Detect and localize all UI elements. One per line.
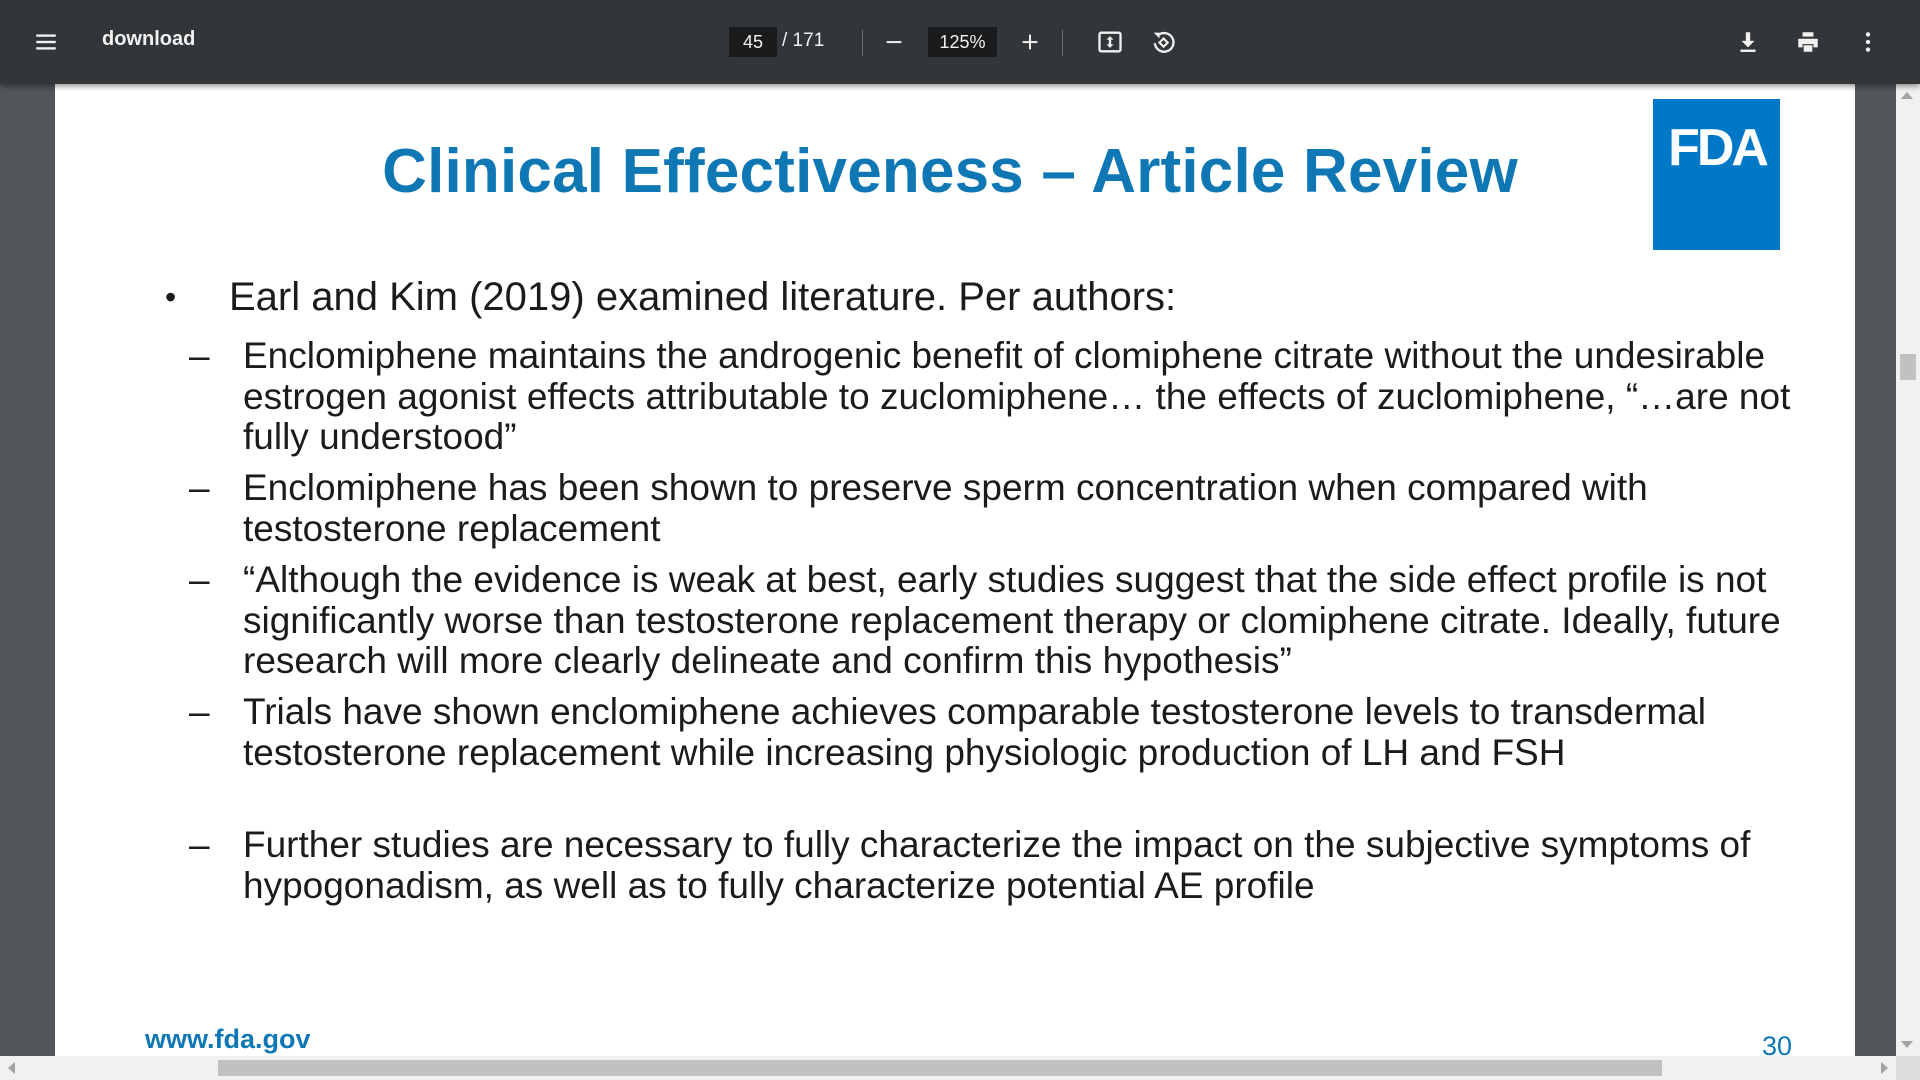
document-title: download [102,28,196,50]
fda-logo [1653,99,1780,250]
menu-button[interactable] [26,22,66,62]
page-total: / 171 [782,30,825,51]
main-bullet [165,274,1176,320]
menu-icon [33,29,59,55]
pdf-toolbar [0,0,1920,84]
fit-to-page-icon [1096,28,1124,56]
scroll-right-arrow-icon[interactable] [1881,1062,1888,1074]
rotate-icon [1149,28,1177,56]
sub-bullet [189,825,1829,906]
footer-url: www.fda.gov [145,1024,311,1054]
sub-bullet [189,692,1829,773]
vertical-scrollbar[interactable] [1896,84,1920,1056]
sub-bullet-text: Trials have shown enclomiphene achieves comparable testosterone levels to transdermal testosterone replacement while increasing physiologic production of LH and FSH [243,691,1706,773]
sub-bullet-text: Enclomiphene has been shown to preserve sperm concentration when compared with testosterone replacement [243,467,1648,549]
more-options-button[interactable] [1848,22,1888,62]
sub-bullet-text: Enclomiphene maintains the androgenic benefit of clomiphene citrate without the undesirable estrogen agonist effects attributable to zuclomiphene… the effects of zuclomiphene, “…are not fully understood” [243,335,1791,457]
horizontal-scrollbar[interactable] [0,1056,1896,1080]
sub-bullet [189,336,1829,458]
zoom-level-input[interactable] [928,27,997,57]
scrollbar-corner [1896,1056,1920,1080]
rotate-button[interactable] [1143,22,1183,62]
horizontal-scroll-thumb[interactable] [218,1060,1662,1076]
download-button[interactable] [1728,22,1768,62]
fda-logo-icon [1665,121,1769,175]
scroll-down-arrow-icon[interactable] [1901,1041,1913,1048]
scroll-left-arrow-icon[interactable] [8,1062,15,1074]
sub-bullet-dash: – [189,335,210,376]
main-bullet-text: Earl and Kim (2019) examined literature. Per authors: [229,275,1177,319]
sub-bullet-text: “Although the evidence is weak at best, early studies suggest that the side effect profile is not significantly worse than testosterone replacement therapy or clomiphene citrate. Ideally, future research will more clearly delineate and confirm this hypothesis” [243,559,1781,681]
page-number-input[interactable] [729,27,777,57]
vertical-scroll-thumb[interactable] [1900,354,1916,380]
toolbar-divider [862,30,863,56]
print-icon [1795,29,1821,55]
slide-title: Clinical Effectiveness – Article Review [382,137,1518,206]
zoom-in-button[interactable] [1012,24,1048,60]
more-vert-icon [1855,29,1881,55]
slide-number: 30 [1762,1031,1793,1056]
scroll-up-arrow-icon[interactable] [1901,92,1913,99]
sub-bullet-dash: – [189,559,210,600]
sub-bullet [189,468,1829,549]
bullet-dot: • [165,279,177,315]
download-icon [1735,29,1761,55]
sub-bullet-dash: – [189,467,210,508]
sub-bullet [189,560,1829,682]
pdf-page [55,84,1855,1056]
toolbar-divider [1062,30,1063,56]
sub-bullet-dash: – [189,824,210,865]
zoom-out-button[interactable] [876,24,912,60]
sub-bullet-dash: – [189,691,210,732]
svg-text:FDA: FDA [1667,121,1766,175]
minus-icon [883,31,905,53]
fit-to-page-button[interactable] [1090,22,1130,62]
print-button[interactable] [1788,22,1828,62]
plus-icon [1019,31,1041,53]
sub-bullet-text: Further studies are necessary to fully characterize the impact on the subjective symptoms of hypogonadism, as well as to fully characterize potential AE profile [243,824,1751,906]
